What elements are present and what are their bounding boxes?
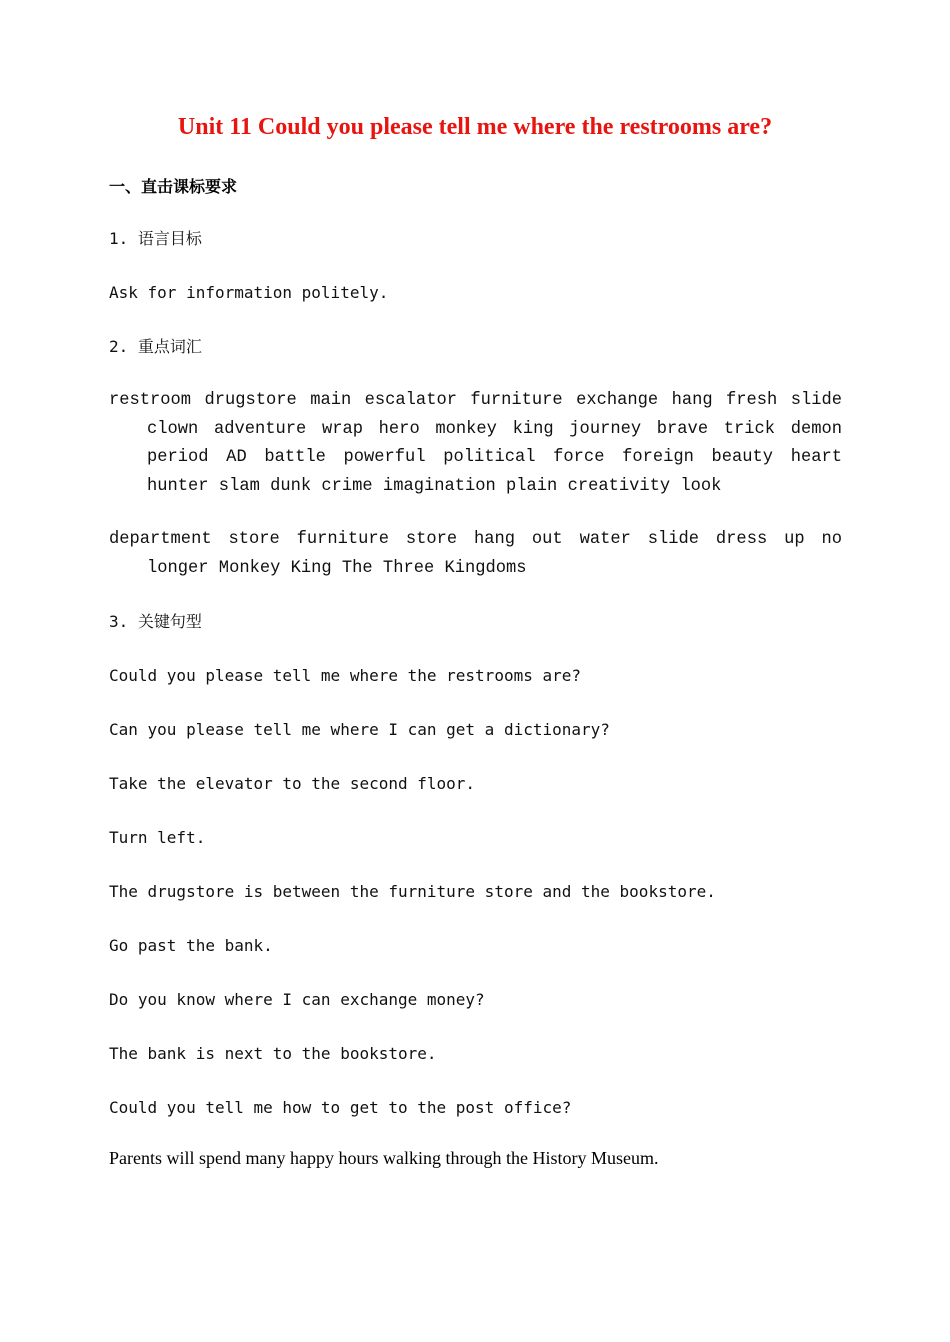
section-heading: 一、直击课标要求	[109, 177, 238, 196]
document-title: Unit 11 Could you please tell me where the restrooms are?	[177, 114, 773, 140]
sentence-item: The bank is next to the bookstore.	[109, 1044, 437, 1063]
subsection-key-sentences: 3. 关键句型	[109, 612, 202, 631]
sentence-item: Go past the bank.	[109, 936, 273, 955]
sentence-item: Can you please tell me where I can get a dictionary?	[109, 720, 610, 739]
subsection-language-goal: 1. 语言目标	[109, 229, 202, 248]
vocab-words-paragraph: restroom drugstore main escalator furniture exchange hang fresh slide clown adventure wrap hero monkey king journey brave trick demon period AD battle powerful political force foreign beauty heart hunter slam dunk crime imagination plain creativity look	[109, 391, 842, 496]
goal-sentence: Ask for information politely.	[109, 283, 389, 302]
final-sentence: Parents will spend many happy hours walking through the History Museum.	[109, 1148, 659, 1168]
sentence-item: Do you know where I can exchange money?	[109, 990, 485, 1009]
vocab-phrases-paragraph: department store furniture store hang out water slide dress up no longer Monkey King The Three Kingdoms	[109, 530, 842, 578]
sentence-item: Could you tell me how to get to the post office?	[109, 1098, 572, 1117]
sentence-item: Could you please tell me where the restrooms are?	[109, 666, 582, 685]
sentence-item: The drugstore is between the furniture store and the bookstore.	[109, 882, 716, 901]
sentence-item: Turn left.	[109, 828, 206, 847]
subsection-key-vocabulary: 2. 重点词汇	[109, 337, 202, 356]
sentence-item: Take the elevator to the second floor.	[109, 774, 476, 793]
